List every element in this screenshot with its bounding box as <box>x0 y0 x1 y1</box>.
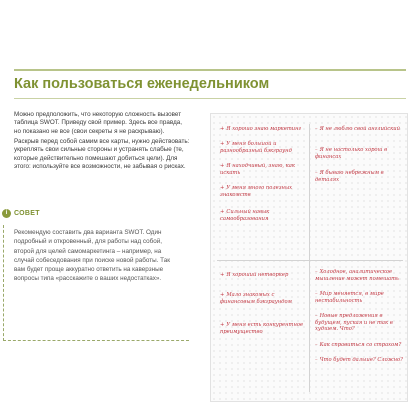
swot-threat-item: – Мир меняется, в мире нестабильность <box>315 291 384 304</box>
swot-weakness-item: – Я не настолько хорош в финансах <box>315 147 388 160</box>
swot-weakness-item: – Я не люблю свой английский <box>315 126 400 132</box>
action-paragraph: Раскрыв перед собой самим все карты, нужно действовать: укреплять свои сильные стороны и устранять слабые (те, которые действительно помешают добиться цели). Для этого: используйте все возможности, не забывая о рисках. <box>14 138 190 171</box>
title-underline <box>14 98 406 99</box>
swot-threat-item: – Новые предложения в будущем, пуская и не так в худшем. Что? <box>315 313 393 333</box>
swot-threat-item: – Что будет дальше? Сложно? <box>315 357 403 363</box>
page-title: Как пользоваться еженедельником <box>14 76 270 92</box>
intro-paragraph: Можно предположить, что некоторую сложность вызовет таблица SWOT. Приведу свой пример. Здесь все правда, но показано не все (свои секреты я не раскрываю). <box>14 111 183 135</box>
swot-opportunity-item: + Мало знакомых с финансовым бэкграундом <box>220 292 292 305</box>
swot-threat-item: – Как справиться со страхом? <box>315 342 402 348</box>
swot-opportunity-item: + Я хороший нетворкер <box>220 272 289 278</box>
swot-horizontal-divider <box>217 260 403 261</box>
swot-opportunity-item: + У меня есть конкурентное преимущество <box>220 322 304 335</box>
tip-header <box>2 209 40 218</box>
swot-strength-item: + Сильный навык самообразования <box>220 209 270 222</box>
tip-text: Рекомендую составить два варианта SWOT. Один подробный и откровенный, для работы над собой, второй для целей самомаркетинга – например, на случай собеседования при поиске новой работы. Так вам будет проще аккуратно ответить на каверзные вопросы типа «расскажите о ваших недостатках». <box>14 229 170 283</box>
info-icon: i <box>2 209 11 218</box>
top-rule <box>14 69 406 71</box>
swot-vertical-divider <box>309 124 310 392</box>
tip-label: СОВЕТ <box>14 210 40 217</box>
swot-threat-item: – Холодное, аналитическое мышление может помешать <box>315 269 399 282</box>
swot-notebook-photo <box>210 113 408 402</box>
swot-strength-item: + Я находчивый, знаю, как искать <box>220 163 295 176</box>
swot-strength-item: + У меня большой и разнообразный бэкграунд <box>220 141 292 154</box>
swot-weakness-item: – Я бываю небрежным в деталях <box>315 170 384 183</box>
swot-strength-item: + Я хорошо знаю маркетинг <box>220 126 302 132</box>
swot-strength-item: + У меня много полезных знакомств <box>220 185 293 198</box>
